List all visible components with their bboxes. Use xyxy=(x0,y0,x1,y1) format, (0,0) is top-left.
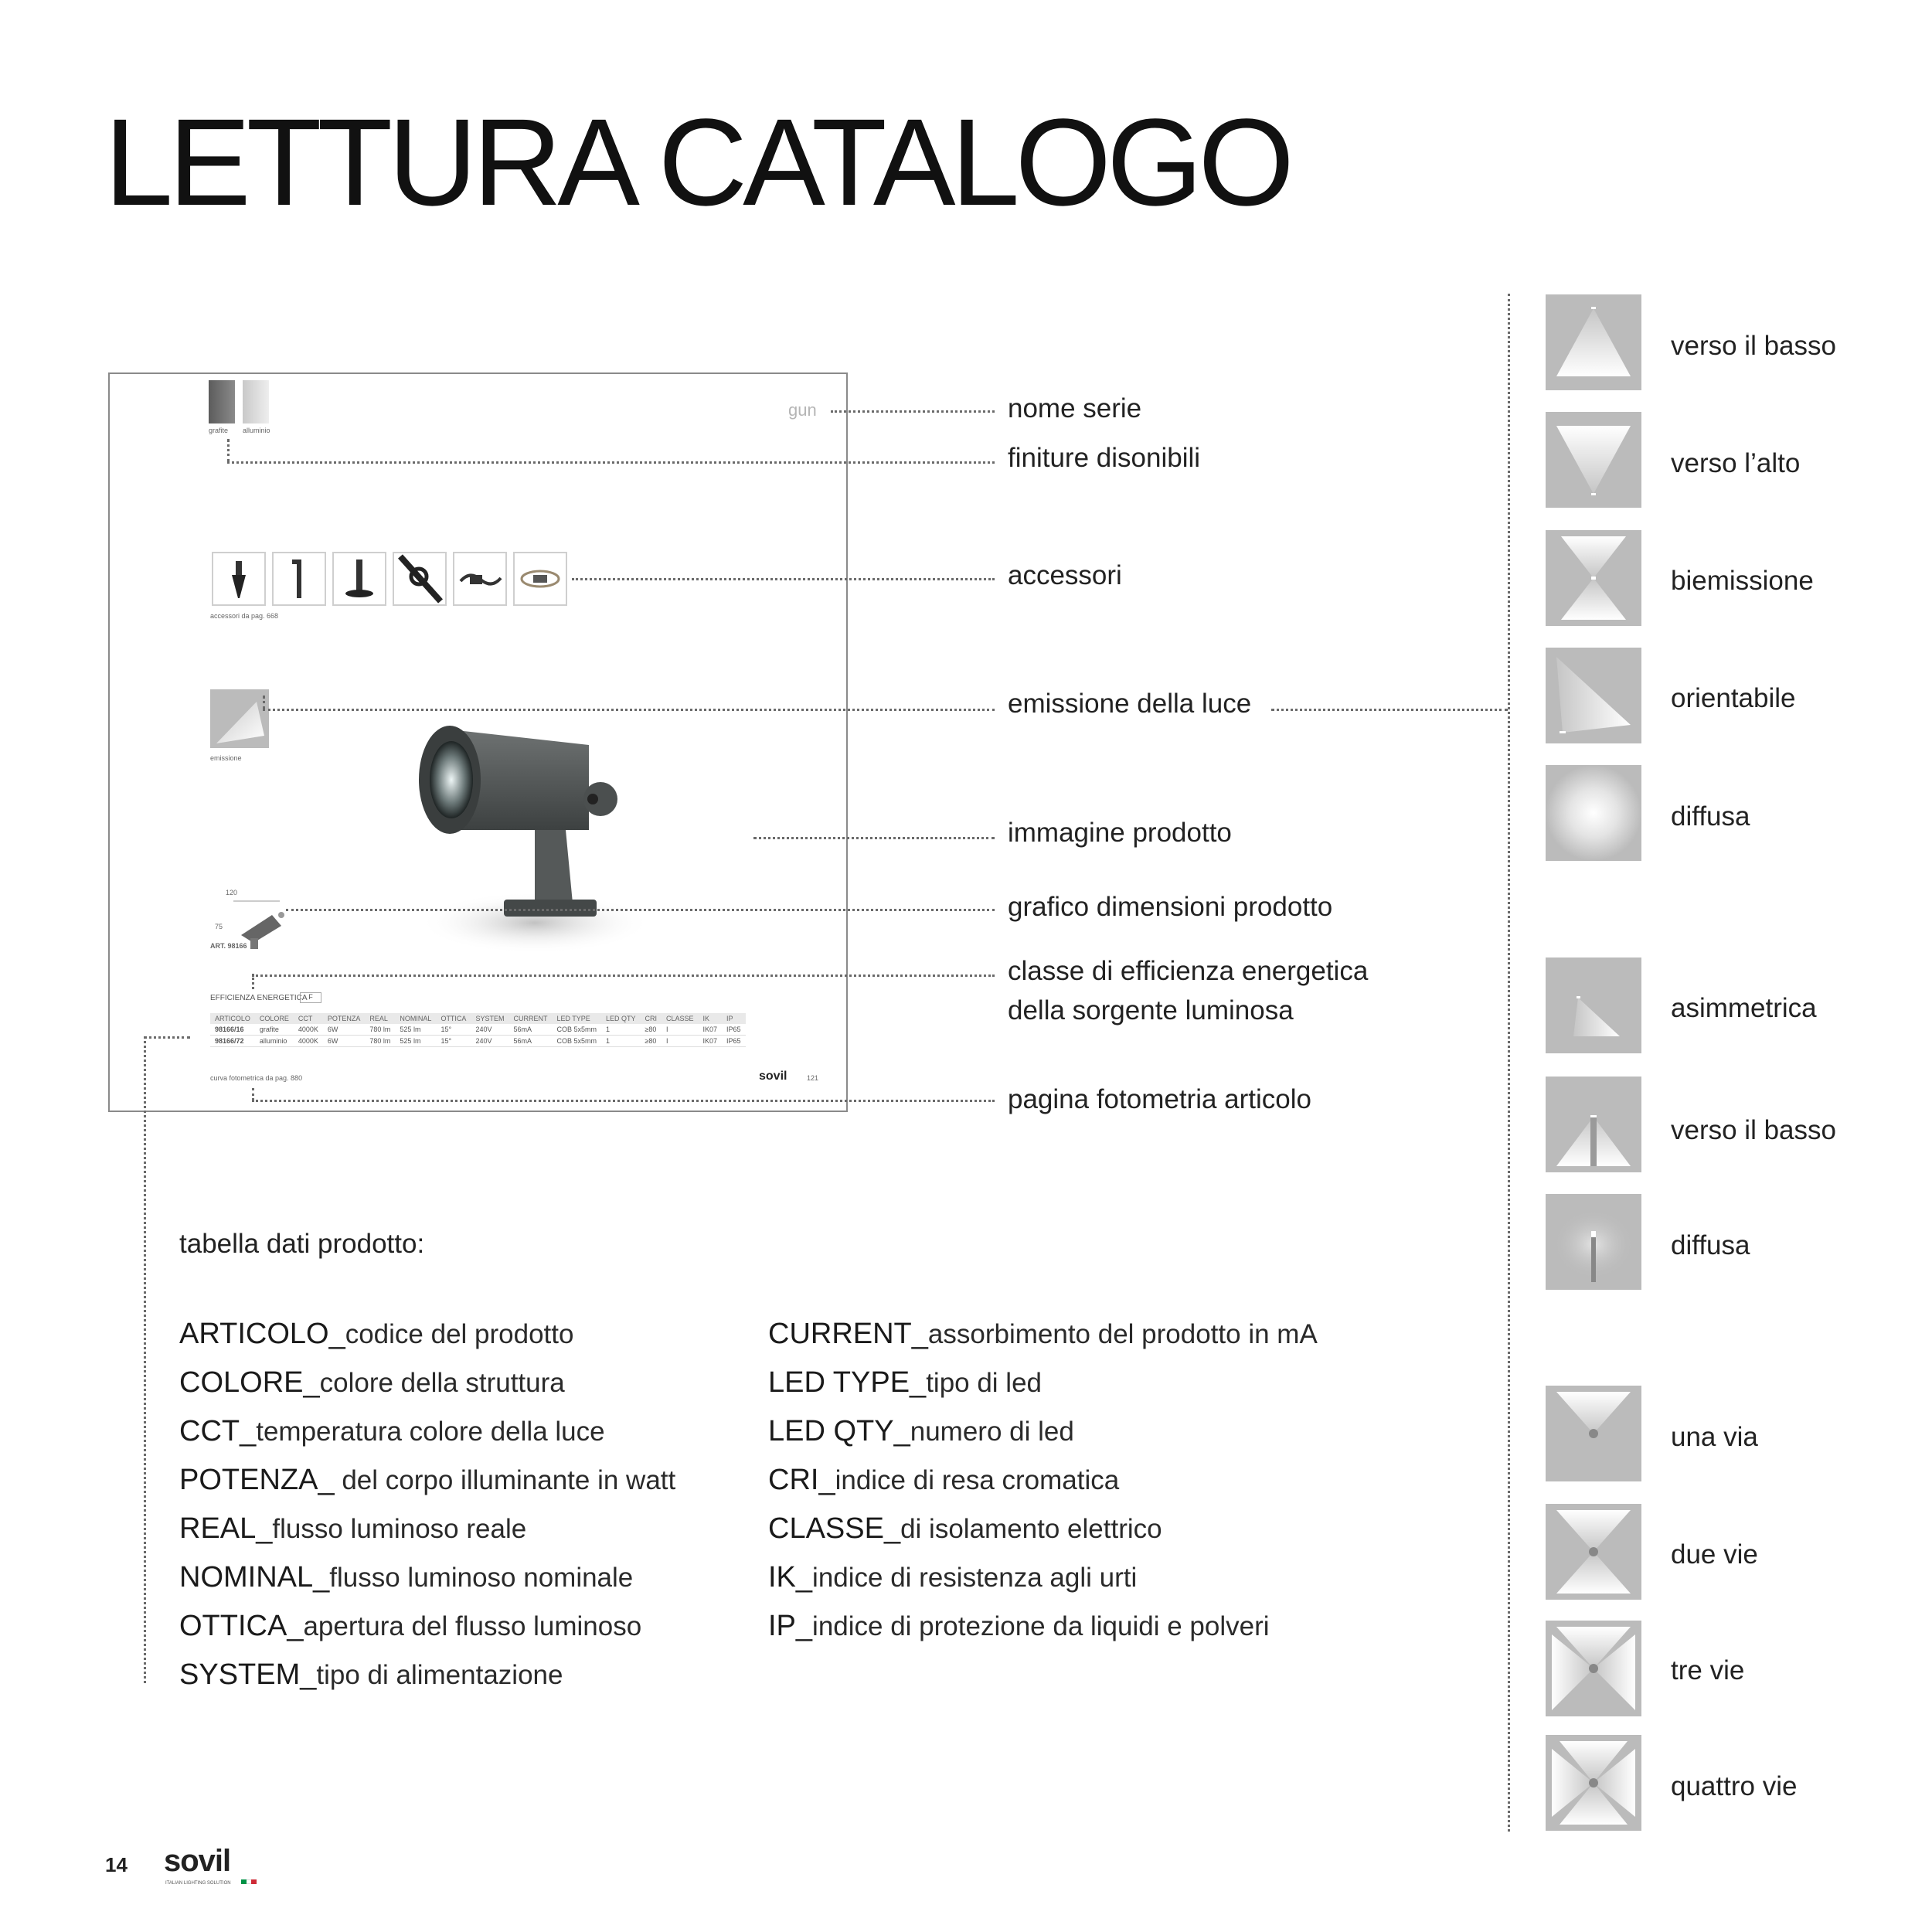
beam-tilt-icon xyxy=(1546,648,1641,743)
beam-up-icon xyxy=(1546,412,1641,508)
cell: IP65 xyxy=(722,1036,746,1047)
table-row xyxy=(210,1036,746,1047)
definition-item xyxy=(768,1505,1318,1553)
definition-key: CRI_ xyxy=(768,1464,835,1496)
catalog-sample-page xyxy=(108,372,848,1112)
efficiency-class-badge: F xyxy=(300,992,321,1003)
cell: 240V xyxy=(471,1036,509,1047)
definition-key: CCT_ xyxy=(179,1415,257,1447)
diffuse-icon xyxy=(1546,765,1641,861)
legend-label: verso il basso xyxy=(1671,331,1836,361)
definition-key: IK_ xyxy=(768,1561,813,1594)
definition-desc: del corpo illuminante in watt xyxy=(334,1465,676,1495)
accessory-spike-icon xyxy=(212,552,266,606)
leader-series xyxy=(831,410,995,413)
brand-logo: sovil xyxy=(164,1844,231,1878)
one-way-icon xyxy=(1546,1386,1641,1481)
legend-label: due vie xyxy=(1671,1539,1758,1570)
definition-key: LED TYPE_ xyxy=(768,1366,927,1399)
asymmetric-icon xyxy=(1546,957,1641,1053)
cell: 1 xyxy=(601,1024,641,1036)
cell: 780 lm xyxy=(365,1024,395,1036)
th-real: REAL xyxy=(365,1013,395,1024)
cell: 15° xyxy=(436,1036,471,1047)
th-classe: CLASSE xyxy=(662,1013,699,1024)
definition-item xyxy=(179,1602,675,1651)
definition-item xyxy=(179,1359,675,1407)
cell: COB 5x5mm xyxy=(552,1036,601,1047)
cell: 4000K xyxy=(294,1024,323,1036)
definition-key: IP_ xyxy=(768,1610,813,1642)
legend-label: verso il basso xyxy=(1671,1115,1836,1145)
leader-emission xyxy=(263,709,995,711)
definition-desc: apertura del flusso luminoso xyxy=(303,1611,642,1641)
definition-key: COLORE_ xyxy=(179,1366,320,1399)
callout-emission: emissione della luce xyxy=(1008,689,1252,719)
cell: I xyxy=(662,1024,699,1036)
three-way-icon xyxy=(1546,1621,1641,1716)
legend-label: diffusa xyxy=(1671,1230,1750,1260)
definition-key: ARTICOLO_ xyxy=(179,1318,345,1350)
leader-emission-v xyxy=(263,696,265,709)
leader-efficiency xyxy=(252,975,995,977)
definition-desc: colore della struttura xyxy=(319,1368,565,1398)
cell: 240V xyxy=(471,1024,509,1036)
callout-finishes: finiture disonibili xyxy=(1008,443,1201,473)
accessory-stake-icon xyxy=(272,552,326,606)
leader-table-v xyxy=(144,1036,146,1683)
cell: 56mA xyxy=(509,1036,552,1047)
definition-desc: tipo di led xyxy=(926,1368,1043,1398)
leader-dimensions xyxy=(286,909,995,911)
definition-key: NOMINAL_ xyxy=(179,1561,330,1594)
leader-photometry-v xyxy=(252,1088,254,1100)
definition-key: REAL_ xyxy=(179,1512,273,1545)
definition-desc: codice del prodotto xyxy=(345,1319,574,1349)
definition-desc: indice di resa cromatica xyxy=(835,1465,1120,1495)
th-colore: COLORE xyxy=(255,1013,294,1024)
finish-label-graphite: grafite xyxy=(209,427,229,434)
th-ottica: OTTICA xyxy=(436,1013,471,1024)
emission-tilt-icon xyxy=(210,689,269,748)
definition-item xyxy=(768,1553,1318,1602)
th-cri: CRI xyxy=(640,1013,662,1024)
th-ik: IK xyxy=(699,1013,723,1024)
finish-swatch-aluminium xyxy=(243,380,269,423)
definition-desc: flusso luminoso reale xyxy=(272,1514,527,1544)
cell: 98166/16 xyxy=(210,1024,255,1036)
brand-tagline: ITALIAN LIGHTING SOLUTION xyxy=(165,1881,231,1886)
efficiency-label: EFFICIENZA ENERGETICA xyxy=(210,994,308,1002)
cell: I xyxy=(662,1036,699,1047)
leader-finishes xyxy=(227,461,995,464)
definition-desc: assorbimento del prodotto in mA xyxy=(927,1319,1318,1349)
sample-page-number: 121 xyxy=(807,1074,819,1082)
definition-key: LED QTY_ xyxy=(768,1415,910,1447)
leader-emission-legend xyxy=(1271,709,1508,711)
th-ip: IP xyxy=(722,1013,746,1024)
definition-item xyxy=(179,1456,675,1505)
leader-table-h xyxy=(144,1036,190,1039)
cell: IK07 xyxy=(699,1036,723,1047)
cell: 4000K xyxy=(294,1036,323,1047)
callout-series: nome serie xyxy=(1008,393,1142,423)
th-cct: CCT xyxy=(294,1013,323,1024)
accessories-caption: accessori da pag. 668 xyxy=(210,612,279,620)
definition-desc: temperatura colore della luce xyxy=(256,1417,605,1447)
callout-efficiency-line2: della sorgente luminosa xyxy=(1008,995,1294,1026)
definition-item xyxy=(768,1359,1318,1407)
definition-item xyxy=(768,1602,1318,1651)
legend-label: tre vie xyxy=(1671,1655,1745,1685)
leader-finishes-v xyxy=(227,439,230,462)
table-row xyxy=(210,1024,746,1036)
definition-item xyxy=(179,1310,675,1359)
definition-key: POTENZA_ xyxy=(179,1464,335,1496)
page-number: 14 xyxy=(105,1853,128,1876)
photometry-caption: curva fotometrica da pag. 880 xyxy=(210,1074,303,1082)
callout-dimensions: grafico dimensioni prodotto xyxy=(1008,892,1333,922)
legend-label: orientabile xyxy=(1671,683,1796,713)
cell: COB 5x5mm xyxy=(552,1024,601,1036)
th-potenza: POTENZA xyxy=(323,1013,366,1024)
definition-key: OTTICA_ xyxy=(179,1610,304,1642)
definition-item xyxy=(179,1553,675,1602)
emission-caption: emissione xyxy=(210,754,242,762)
definitions-right-column xyxy=(768,1310,1318,1651)
legend-divider xyxy=(1508,294,1510,1832)
bollard-down-icon xyxy=(1546,1077,1641,1172)
accessory-base-icon xyxy=(332,552,386,606)
definition-item xyxy=(179,1505,675,1553)
cell: grafite xyxy=(255,1024,294,1036)
definitions-left-column xyxy=(179,1310,675,1699)
cell: IP65 xyxy=(722,1024,746,1036)
two-way-icon xyxy=(1546,1504,1641,1600)
series-name: gun xyxy=(788,400,817,420)
definition-desc: indice di resistenza agli urti xyxy=(812,1563,1138,1593)
definition-key: CLASSE_ xyxy=(768,1512,901,1545)
cell: 56mA xyxy=(509,1024,552,1036)
sample-data-table xyxy=(210,1013,746,1047)
accessory-clamp-icon xyxy=(393,552,447,606)
cell: 15° xyxy=(436,1024,471,1036)
legend-label: diffusa xyxy=(1671,801,1750,832)
finish-swatch-graphite xyxy=(209,380,235,423)
finish-label-aluminium: alluminio xyxy=(243,427,270,434)
legend-label: quattro vie xyxy=(1671,1771,1798,1801)
definition-desc: numero di led xyxy=(910,1417,1074,1447)
th-led-type: LED TYPE xyxy=(552,1013,601,1024)
cell: alluminio xyxy=(255,1036,294,1047)
sample-brand-logo: sovil xyxy=(759,1070,787,1083)
cell: 1 xyxy=(601,1036,641,1047)
definition-item xyxy=(768,1310,1318,1359)
legend-label: biemissione xyxy=(1671,566,1814,596)
beam-down-icon xyxy=(1546,294,1641,390)
cell: 6W xyxy=(323,1024,366,1036)
accessory-cable-icon xyxy=(513,552,567,606)
definition-desc: indice di protezione da liquidi e polveri xyxy=(812,1611,1270,1641)
definition-item xyxy=(179,1407,675,1456)
legend-label: asimmetrica xyxy=(1671,993,1817,1023)
legend-label: verso l’alto xyxy=(1671,448,1801,478)
callout-image: immagine prodotto xyxy=(1008,818,1232,848)
definition-desc: di isolamento elettrico xyxy=(900,1514,1162,1544)
cell: ≥80 xyxy=(640,1024,662,1036)
cell: ≥80 xyxy=(640,1036,662,1047)
art-label: ART. 98166 xyxy=(210,942,247,950)
definition-item xyxy=(768,1407,1318,1456)
th-system: SYSTEM xyxy=(471,1013,509,1024)
cell: 98166/72 xyxy=(210,1036,255,1047)
leader-image xyxy=(753,837,995,839)
th-articolo: ARTICOLO xyxy=(210,1013,255,1024)
dimension-label-side: 75 xyxy=(215,923,223,930)
accessory-connector-icon xyxy=(453,552,507,606)
product-table-heading: tabella dati prodotto: xyxy=(179,1229,425,1259)
cell: 780 lm xyxy=(365,1036,395,1047)
callout-accessories: accessori xyxy=(1008,560,1122,590)
cell: 525 lm xyxy=(395,1036,436,1047)
th-nominal: NOMINAL xyxy=(395,1013,436,1024)
definition-item xyxy=(179,1651,675,1699)
page-title: LETTURA CATALOGO xyxy=(104,93,1290,231)
definition-desc: flusso luminoso nominale xyxy=(329,1563,634,1593)
cell: 525 lm xyxy=(395,1024,436,1036)
th-current: CURRENT xyxy=(509,1013,552,1024)
dimension-label-top: 120 xyxy=(226,889,238,896)
italian-flag-icon xyxy=(241,1879,257,1884)
four-way-icon xyxy=(1546,1735,1641,1831)
beam-both-icon xyxy=(1546,530,1641,626)
callout-efficiency-line1: classe di efficienza energetica xyxy=(1008,956,1369,986)
legend-label: una via xyxy=(1671,1422,1758,1452)
cell: 6W xyxy=(323,1036,366,1047)
product-image xyxy=(419,699,674,961)
leader-photometry xyxy=(252,1100,995,1102)
bollard-diffuse-icon xyxy=(1546,1194,1641,1290)
leader-accessories xyxy=(572,578,995,580)
definition-item xyxy=(768,1456,1318,1505)
definition-key: CURRENT_ xyxy=(768,1318,928,1350)
definition-key: SYSTEM_ xyxy=(179,1658,317,1691)
definition-desc: tipo di alimentazione xyxy=(316,1660,563,1690)
th-led-qty: LED QTY xyxy=(601,1013,641,1024)
callout-photometry: pagina fotometria articolo xyxy=(1008,1084,1311,1114)
cell: IK07 xyxy=(699,1024,723,1036)
